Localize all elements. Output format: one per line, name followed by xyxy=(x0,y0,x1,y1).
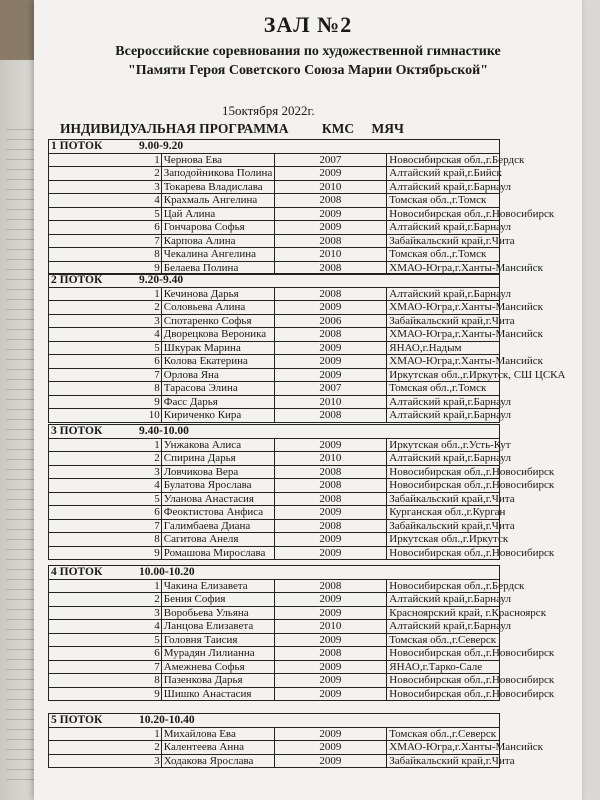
athlete-name: Шкурак Марина xyxy=(161,341,274,355)
birth-year: 2007 xyxy=(274,382,387,396)
flow-header xyxy=(49,714,500,728)
document-sheet xyxy=(34,0,582,800)
birth-year: 2009 xyxy=(274,341,387,355)
flow-table xyxy=(48,713,543,768)
flow-header xyxy=(49,425,500,439)
row-number: 1 xyxy=(49,287,162,301)
birth-year: 2009 xyxy=(274,207,387,221)
table-row xyxy=(49,409,500,423)
athlete-region: Забайкальский край,г.Чита xyxy=(387,314,500,328)
athlete-name: Уланова Анастасия xyxy=(161,492,274,506)
row-number: 3 xyxy=(49,180,162,194)
table-row xyxy=(49,492,500,506)
birth-year: 2009 xyxy=(274,606,387,620)
flow-header-cell xyxy=(49,425,500,439)
table-row xyxy=(49,620,500,634)
athlete-name: Шишко Анастасия xyxy=(161,687,274,701)
flow-time: 9.00-9.20 xyxy=(139,140,184,153)
row-number: 5 xyxy=(49,341,162,355)
row-number: 5 xyxy=(49,633,162,647)
row-number: 3 xyxy=(49,606,162,620)
athlete-name: Цай Алина xyxy=(161,207,274,221)
athlete-region: Новосибирская обл.,г.Новосибирск xyxy=(387,465,500,479)
birth-year: 2010 xyxy=(274,248,387,262)
row-number: 8 xyxy=(49,248,162,262)
row-number: 5 xyxy=(49,207,162,221)
birth-year: 2009 xyxy=(274,727,387,741)
birth-year: 2009 xyxy=(274,355,387,369)
competition-title-line2: "Памяти Героя Советского Союза Марии Октябрьской" xyxy=(128,63,488,78)
row-number: 6 xyxy=(49,506,162,520)
athlete-region: Иркутская обл.,г.Иркутск, СШ ЦСКА xyxy=(387,368,500,382)
birth-year: 2010 xyxy=(274,620,387,634)
table-row xyxy=(49,479,500,493)
athlete-region: ХМАО-Югра,г.Ханты-Мансийск xyxy=(387,355,500,369)
birth-year: 2009 xyxy=(274,687,387,701)
row-number: 2 xyxy=(49,301,162,315)
athlete-name: Калентеева Анна xyxy=(161,741,274,755)
athlete-name: Чакина Елизавета xyxy=(161,579,274,593)
athlete-name: Заподойникова Полина xyxy=(161,167,274,181)
birth-year: 2008 xyxy=(274,647,387,661)
athlete-region: Томская обл.,г.Северск xyxy=(387,633,500,647)
athlete-region: Курганская обл.,г.Курган xyxy=(387,506,500,520)
table-row xyxy=(49,167,500,181)
table-row xyxy=(49,221,500,235)
table-row xyxy=(49,395,500,409)
table-row xyxy=(49,301,500,315)
athlete-region: Алтайский край,г.Бийск xyxy=(387,167,500,181)
row-number: 3 xyxy=(49,465,162,479)
row-number: 5 xyxy=(49,492,162,506)
birth-year: 2009 xyxy=(274,754,387,768)
athlete-name: Спирина Дарья xyxy=(161,452,274,466)
row-number: 8 xyxy=(49,382,162,396)
birth-year: 2008 xyxy=(274,194,387,208)
row-number: 8 xyxy=(49,533,162,547)
athlete-name: Кечинова Дарья xyxy=(161,287,274,301)
birth-year: 2009 xyxy=(274,368,387,382)
flow-header-cell xyxy=(49,274,500,288)
flow-header xyxy=(49,274,500,288)
flow-label: 3 ПОТОК xyxy=(51,425,103,438)
athlete-name: Дворецкова Вероника xyxy=(161,328,274,342)
athlete-region: Алтайский край,г.Барнаул xyxy=(387,452,500,466)
table-row xyxy=(49,452,500,466)
athlete-name: Орлова Яна xyxy=(161,368,274,382)
birth-year: 2009 xyxy=(274,633,387,647)
row-number: 9 xyxy=(49,395,162,409)
row-number: 7 xyxy=(49,519,162,533)
birth-year: 2007 xyxy=(274,153,387,167)
table-row xyxy=(49,328,500,342)
apparatus-label: МЯЧ xyxy=(371,121,404,136)
birth-year: 2009 xyxy=(274,546,387,560)
athlete-region: Забайкальский край,г.Чита xyxy=(387,754,500,768)
birth-year: 2008 xyxy=(274,492,387,506)
athlete-region: Новосибирская обл.,г.Новосибирск xyxy=(387,674,500,688)
athlete-region: Алтайский край,г.Барнаул xyxy=(387,395,500,409)
athlete-region: Алтайский край,г.Барнаул xyxy=(387,180,500,194)
program-line xyxy=(60,121,404,137)
athlete-name: Головня Таисия xyxy=(161,633,274,647)
athlete-region: Забайкальский край,г.Чита xyxy=(387,519,500,533)
rank-label: КМС xyxy=(321,121,355,136)
athlete-name: Чекалина Ангелина xyxy=(161,248,274,262)
row-number: 7 xyxy=(49,368,162,382)
athlete-region: Новосибирская обл.,г.Новосибирск xyxy=(387,479,500,493)
athlete-name: Ходакова Ярослава xyxy=(161,754,274,768)
flow-label: 5 ПОТОК xyxy=(51,714,103,727)
row-number: 9 xyxy=(49,687,162,701)
table-row xyxy=(49,314,500,328)
row-number: 6 xyxy=(49,355,162,369)
competition-title-line1: Всероссийские соревнования по художественной гимнастике xyxy=(115,44,501,59)
flow-header-cell xyxy=(49,140,500,154)
athlete-name: Спотаренко Софья xyxy=(161,314,274,328)
table-row xyxy=(49,519,500,533)
birth-year: 2008 xyxy=(274,261,387,275)
athlete-region: Забайкальский край,г.Чита xyxy=(387,492,500,506)
birth-year: 2009 xyxy=(274,741,387,755)
table-row xyxy=(49,438,500,452)
table-row xyxy=(49,687,500,701)
athlete-name: Галимбаева Диана xyxy=(161,519,274,533)
athlete-region: Алтайский край,г.Барнаул xyxy=(387,409,500,423)
row-number: 6 xyxy=(49,647,162,661)
athlete-name: Соловьева Алина xyxy=(161,301,274,315)
birth-year: 2009 xyxy=(274,674,387,688)
birth-year: 2008 xyxy=(274,287,387,301)
table-row xyxy=(49,355,500,369)
athlete-region: Алтайский край,г.Барнаул xyxy=(387,287,500,301)
table-row xyxy=(49,465,500,479)
flow-time: 10.00-10.20 xyxy=(139,566,195,579)
athlete-region: ХМАО-Югра,г.Ханты-Мансийск xyxy=(387,741,500,755)
athlete-name: Воробьева Ульяна xyxy=(161,606,274,620)
row-number: 9 xyxy=(49,546,162,560)
row-number: 7 xyxy=(49,234,162,248)
row-number: 2 xyxy=(49,167,162,181)
athlete-name: Ромашова Мирослава xyxy=(161,546,274,560)
flow-label: 2 ПОТОК xyxy=(51,274,103,287)
flow-label: 4 ПОТОК xyxy=(51,566,103,579)
athlete-region: ХМАО-Югра,г.Ханты-Мансийск xyxy=(387,261,500,275)
athlete-region: Красноярский край, г.Красноярск xyxy=(387,606,500,620)
event-date: 15октября 2022г. xyxy=(222,103,315,118)
flow-header xyxy=(49,566,500,580)
row-number: 4 xyxy=(49,194,162,208)
table-row xyxy=(49,180,500,194)
birth-year: 2009 xyxy=(274,506,387,520)
table-row xyxy=(49,341,500,355)
table-row xyxy=(49,287,500,301)
table-row xyxy=(49,248,500,262)
athlete-name: Токарева Владислава xyxy=(161,180,274,194)
athlete-name: Карпова Алина xyxy=(161,234,274,248)
athlete-name: Тарасова Элина xyxy=(161,382,274,396)
hall-title: ЗАЛ №2 xyxy=(263,12,353,37)
athlete-name: Амежнева Софья xyxy=(161,660,274,674)
row-number: 9 xyxy=(49,261,162,275)
program-name: ИНДИВИДУАЛЬНАЯ ПРОГРАММА xyxy=(60,121,289,136)
flow-label: 1 ПОТОК xyxy=(51,140,103,153)
flow-table xyxy=(48,273,566,423)
flow-time: 9.40-10.00 xyxy=(139,425,189,438)
athlete-name: Чернова Ева xyxy=(161,153,274,167)
table-row xyxy=(49,368,500,382)
row-number: 6 xyxy=(49,221,162,235)
table-row xyxy=(49,593,500,607)
athlete-region: Новосибирская обл.,г.Новосибирск xyxy=(387,207,500,221)
birth-year: 2009 xyxy=(274,221,387,235)
athlete-name: Булатова Ярослава xyxy=(161,479,274,493)
table-row xyxy=(49,741,500,755)
row-number: 1 xyxy=(49,579,162,593)
table-row xyxy=(49,506,500,520)
athlete-region: Новосибирская обл.,г.Новосибирск xyxy=(387,546,500,560)
athlete-region: ХМАО-Югра,г.Ханты-Мансийск xyxy=(387,301,500,315)
row-number: 1 xyxy=(49,727,162,741)
athlete-region: Забайкальский край,г.Чита xyxy=(387,234,500,248)
athlete-name: Ловчикова Вера xyxy=(161,465,274,479)
row-number: 4 xyxy=(49,620,162,634)
table-row xyxy=(49,754,500,768)
birth-year: 2010 xyxy=(274,452,387,466)
athlete-region: Новосибирская обл.,г.Новосибирск xyxy=(387,647,500,661)
athlete-region: Новосибирская обл.,г.Новосибирск xyxy=(387,687,500,701)
athlete-region: Алтайский край,г.Барнаул xyxy=(387,221,500,235)
table-row xyxy=(49,606,500,620)
athlete-region: Томская обл.,г.Томск xyxy=(387,248,500,262)
table-row xyxy=(49,674,500,688)
athlete-name: Сагитова Анеля xyxy=(161,533,274,547)
table-row xyxy=(49,546,500,560)
athlete-region: Новосибирская обл.,г.Бердск xyxy=(387,153,500,167)
flow-table xyxy=(48,565,555,701)
athlete-region: Иркутская обл.,г.Иркутск xyxy=(387,533,500,547)
athlete-name: Колова Екатерина xyxy=(161,355,274,369)
athlete-region: Новосибирская обл.,г.Бердск xyxy=(387,579,500,593)
athlete-name: Унжакова Алиса xyxy=(161,438,274,452)
row-number: 3 xyxy=(49,314,162,328)
athlete-region: ЯНАО,г.Надым xyxy=(387,341,500,355)
athlete-name: Мурадян Лилианна xyxy=(161,647,274,661)
table-row xyxy=(49,234,500,248)
birth-year: 2008 xyxy=(274,465,387,479)
row-number: 4 xyxy=(49,479,162,493)
row-number: 8 xyxy=(49,674,162,688)
athlete-region: Алтайский край,г.Барнаул xyxy=(387,620,500,634)
athlete-region: Томская обл.,г.Северск xyxy=(387,727,500,741)
row-number: 2 xyxy=(49,452,162,466)
athlete-name: Феоктистова Анфиса xyxy=(161,506,274,520)
athlete-region: Алтайский край,г.Барнаул xyxy=(387,593,500,607)
birth-year: 2009 xyxy=(274,167,387,181)
row-number: 10 xyxy=(49,409,162,423)
birth-year: 2008 xyxy=(274,519,387,533)
row-number: 3 xyxy=(49,754,162,768)
birth-year: 2009 xyxy=(274,438,387,452)
birth-year: 2010 xyxy=(274,395,387,409)
row-number: 7 xyxy=(49,660,162,674)
flow-time: 9.20-9.40 xyxy=(139,274,184,287)
table-row xyxy=(49,194,500,208)
athlete-name: Ланцова Елизавета xyxy=(161,620,274,634)
table-row xyxy=(49,727,500,741)
table-row xyxy=(49,660,500,674)
flow-header xyxy=(49,140,500,154)
athlete-name: Пазенкова Дарья xyxy=(161,674,274,688)
athlete-name: Гончарова Софья xyxy=(161,221,274,235)
table-row xyxy=(49,533,500,547)
birth-year: 2009 xyxy=(274,593,387,607)
athlete-name: Кириченко Кира xyxy=(161,409,274,423)
row-number: 1 xyxy=(49,438,162,452)
row-number: 4 xyxy=(49,328,162,342)
birth-year: 2009 xyxy=(274,301,387,315)
athlete-name: Михайлова Ева xyxy=(161,727,274,741)
athlete-region: Иркутская обл.,г.Усть-Кут xyxy=(387,438,500,452)
birth-year: 2009 xyxy=(274,660,387,674)
athlete-name: Бения София xyxy=(161,593,274,607)
birth-year: 2006 xyxy=(274,314,387,328)
flow-table xyxy=(48,424,555,560)
birth-year: 2008 xyxy=(274,409,387,423)
flow-table xyxy=(48,139,555,275)
row-number: 2 xyxy=(49,593,162,607)
row-number: 2 xyxy=(49,741,162,755)
birth-year: 2008 xyxy=(274,234,387,248)
birth-year: 2008 xyxy=(274,328,387,342)
table-row xyxy=(49,153,500,167)
athlete-region: ХМАО-Югра,г.Ханты-Мансийск xyxy=(387,328,500,342)
athlete-region: Томская обл.,г.Томск xyxy=(387,382,500,396)
athlete-name: Белаева Полина xyxy=(161,261,274,275)
table-row xyxy=(49,647,500,661)
athlete-name: Крахмаль Ангелина xyxy=(161,194,274,208)
flow-time: 10.20-10.40 xyxy=(139,714,195,727)
row-number: 1 xyxy=(49,153,162,167)
birth-year: 2009 xyxy=(274,533,387,547)
flow-header-cell xyxy=(49,714,500,728)
athlete-region: ЯНАО,г.Тарко-Сале xyxy=(387,660,500,674)
flow-header-cell xyxy=(49,566,500,580)
birth-year: 2008 xyxy=(274,479,387,493)
table-row xyxy=(49,382,500,396)
athlete-region: Томская обл.,г.Томск xyxy=(387,194,500,208)
birth-year: 2010 xyxy=(274,180,387,194)
table-row xyxy=(49,207,500,221)
athlete-name: Фасс Дарья xyxy=(161,395,274,409)
birth-year: 2008 xyxy=(274,579,387,593)
table-row xyxy=(49,579,500,593)
table-row xyxy=(49,633,500,647)
